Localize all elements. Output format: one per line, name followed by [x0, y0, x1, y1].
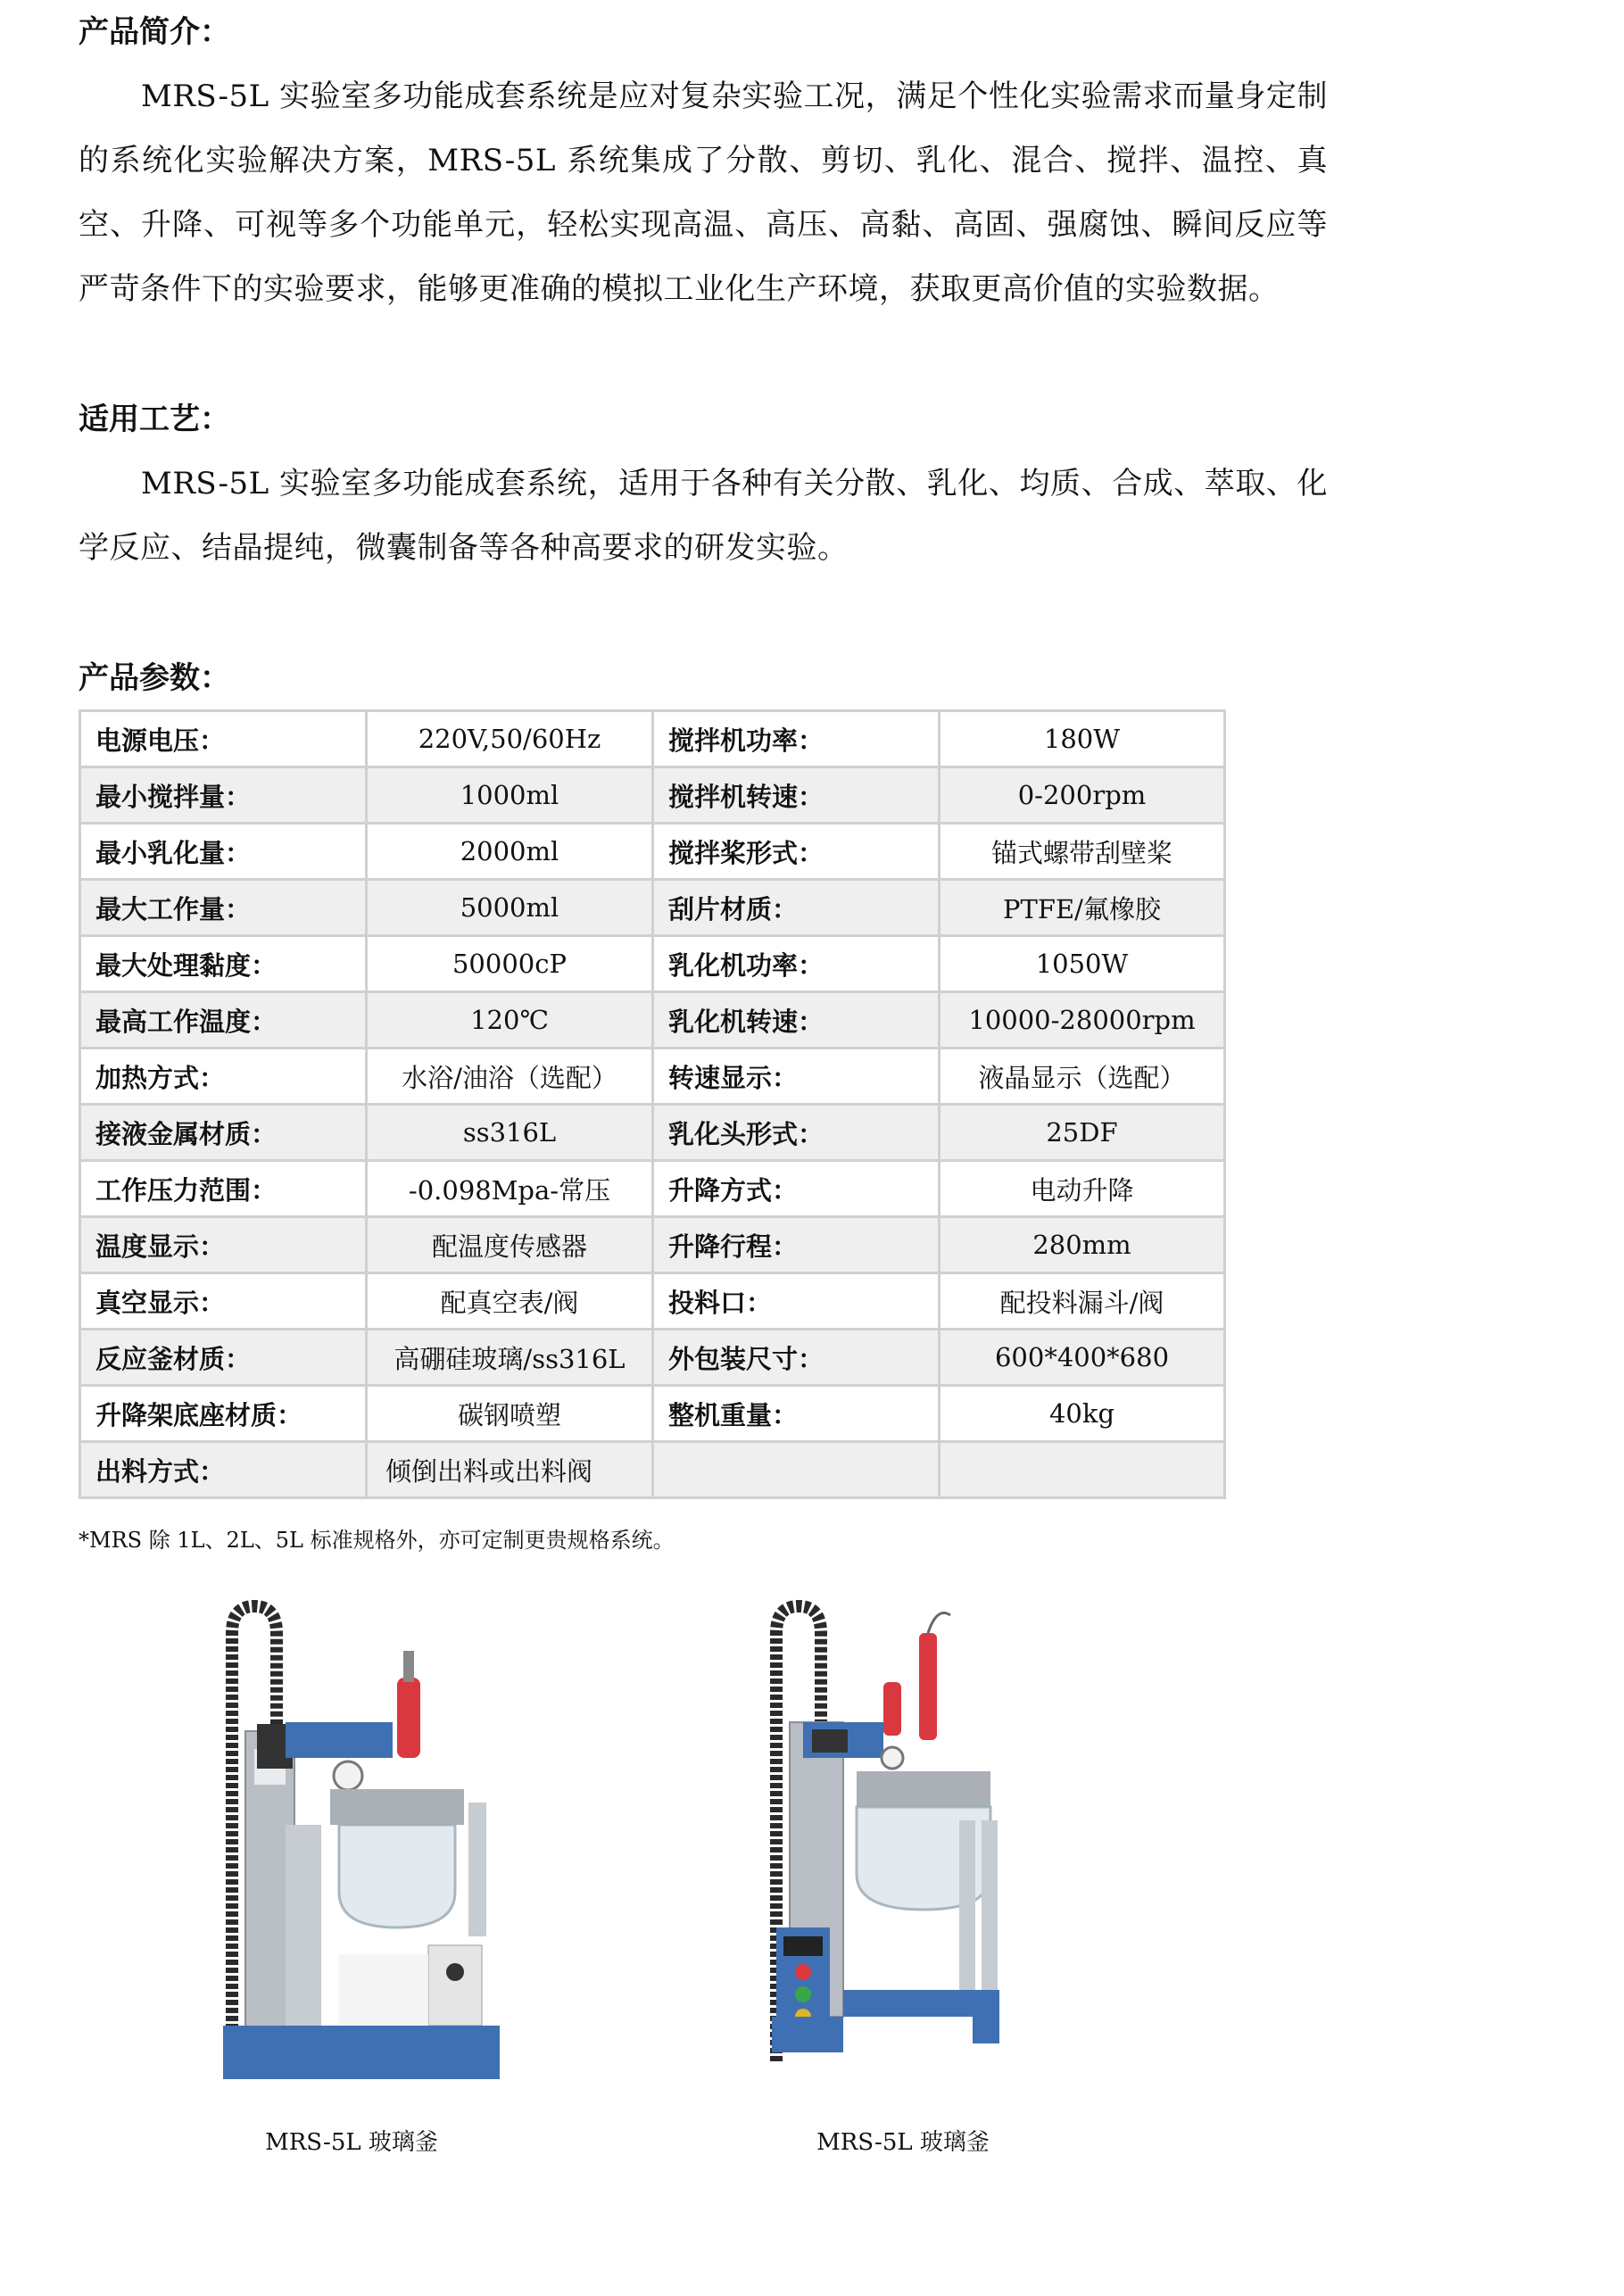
param-label: 搅拌桨形式：	[653, 824, 940, 880]
process-paragraph: MRS-5L 实验室多功能成套系统，适用于各种有关分散、乳化、均质、合成、萃取、化学反应、结晶提纯，微囊制备等各种高要求的研发实验。	[79, 466, 1328, 566]
table-row	[80, 1330, 1225, 1386]
intro-paragraph: MRS-5L 实验室多功能成套系统是应对复杂实验工况，满足个性化实验需求而量身定制的系统化实验解决方案，MRS-5L 系统集成了分散、剪切、乳化、混合、搅拌、温控、真空、升降、可视等多个功能单元，轻松实现高温、高压、高黏、高固、强腐蚀、瞬间反应等严苛条件下的实验要求，能够更准确的模拟工业化生产环境，获取更高价值的实验数据。	[79, 79, 1328, 307]
param-value: 600*400*680	[940, 1330, 1225, 1386]
table-row	[80, 1273, 1225, 1330]
param-value: 1000ml	[367, 767, 653, 824]
table-row	[80, 1442, 1225, 1498]
param-value: 配投料漏斗/阀	[940, 1273, 1225, 1330]
param-value: PTFE/氟橡胶	[940, 880, 1225, 936]
spec-table	[79, 709, 1226, 1499]
table-row	[80, 711, 1225, 767]
process-heading: 适用工艺：	[79, 402, 230, 437]
param-label: 乳化机转速：	[653, 992, 940, 1049]
product-photo-2	[758, 1597, 1062, 2101]
param-value: 倾倒出料或出料阀	[367, 1442, 653, 1498]
param-label: 加热方式：	[80, 1049, 367, 1105]
param-value: 锚式螺带刮壁桨	[940, 824, 1225, 880]
param-label: 出料方式：	[80, 1442, 367, 1498]
param-label: 电源电压：	[80, 711, 367, 767]
param-value: -0.098Mpa-常压	[367, 1161, 653, 1217]
param-label: 最大处理黏度：	[80, 936, 367, 992]
param-value: 50000cP	[367, 936, 653, 992]
table-row	[80, 1161, 1225, 1217]
photo-caption-2: MRS-5L 玻璃釜	[816, 2129, 990, 2156]
param-value: 碳钢喷塑	[367, 1386, 653, 1442]
param-value: ss316L	[367, 1105, 653, 1161]
params-heading: 产品参数：	[79, 660, 230, 696]
glass-reactor-illustration	[758, 1597, 1062, 2097]
param-label: 整机重量：	[653, 1386, 940, 1442]
param-value: 10000-28000rpm	[940, 992, 1225, 1049]
table-row	[80, 1386, 1225, 1442]
intro-heading: 产品简介：	[79, 14, 230, 50]
spec-footnote: *MRS 除 1L、2L、5L 标准规格外，亦可定制更贵规格系统。	[79, 1528, 675, 1553]
param-label: 最小搅拌量：	[80, 767, 367, 824]
param-label: 反应釜材质：	[80, 1330, 367, 1386]
param-value: 5000ml	[367, 880, 653, 936]
photo-caption-1: MRS-5L 玻璃釜	[265, 2129, 438, 2156]
param-value: 25DF	[940, 1105, 1225, 1161]
param-label: 工作压力范围：	[80, 1161, 367, 1217]
table-row	[80, 767, 1225, 824]
table-row	[80, 824, 1225, 880]
table-row	[80, 1217, 1225, 1273]
param-label: 温度显示：	[80, 1217, 367, 1273]
param-label: 乳化头形式：	[653, 1105, 940, 1161]
param-label: 最高工作温度：	[80, 992, 367, 1049]
param-label: 最大工作量：	[80, 880, 367, 936]
param-label: 搅拌机转速：	[653, 767, 940, 824]
table-row	[80, 992, 1225, 1049]
table-row	[80, 880, 1225, 936]
product-photo-1	[205, 1597, 509, 2101]
table-row	[80, 1049, 1225, 1105]
param-value: 0-200rpm	[940, 767, 1225, 824]
param-label: 转速显示：	[653, 1049, 940, 1105]
param-label: 搅拌机功率：	[653, 711, 940, 767]
param-value: 水浴/油浴（选配）	[367, 1049, 653, 1105]
param-value: 180W	[940, 711, 1225, 767]
param-value: 液晶显示（选配）	[940, 1049, 1225, 1105]
param-label: 升降架底座材质：	[80, 1386, 367, 1442]
param-value: 电动升降	[940, 1161, 1225, 1217]
param-value: 280mm	[940, 1217, 1225, 1273]
param-value: 120℃	[367, 992, 653, 1049]
table-row	[80, 1105, 1225, 1161]
param-value	[940, 1442, 1225, 1498]
param-value: 2000ml	[367, 824, 653, 880]
param-label: 投料口：	[653, 1273, 940, 1330]
table-row	[80, 936, 1225, 992]
param-value: 220V,50/60Hz	[367, 711, 653, 767]
param-label: 乳化机功率：	[653, 936, 940, 992]
param-label: 刮片材质：	[653, 880, 940, 936]
param-value: 40kg	[940, 1386, 1225, 1442]
param-value: 1050W	[940, 936, 1225, 992]
param-label: 升降行程：	[653, 1217, 940, 1273]
param-value: 高硼硅玻璃/ss316L	[367, 1330, 653, 1386]
param-label: 接液金属材质：	[80, 1105, 367, 1161]
param-label	[653, 1442, 940, 1498]
param-label: 外包装尺寸：	[653, 1330, 940, 1386]
param-label: 最小乳化量：	[80, 824, 367, 880]
param-value: 配温度传感器	[367, 1217, 653, 1273]
glass-reactor-illustration	[205, 1597, 509, 2097]
param-label: 升降方式：	[653, 1161, 940, 1217]
param-value: 配真空表/阀	[367, 1273, 653, 1330]
param-label: 真空显示：	[80, 1273, 367, 1330]
